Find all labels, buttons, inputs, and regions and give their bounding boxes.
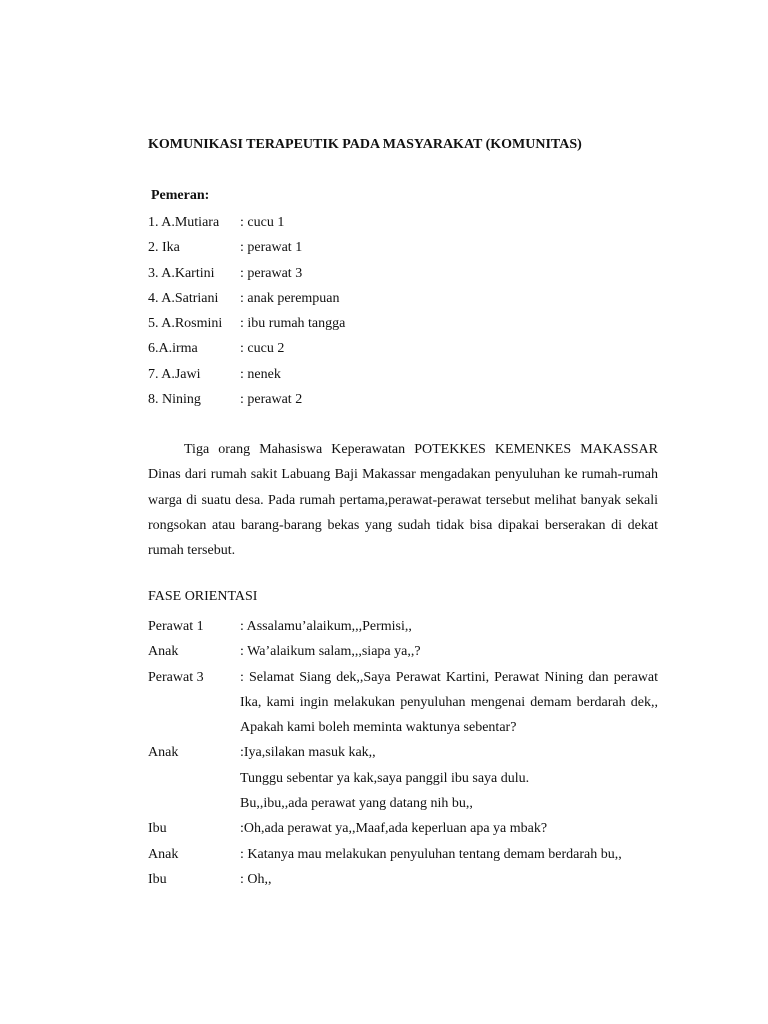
dialog-turn — [148, 639, 658, 664]
cast-item — [148, 264, 448, 289]
cast-item-role: : cucu 1 — [240, 215, 285, 230]
cast-list — [148, 213, 448, 415]
dialog-turn — [148, 665, 658, 741]
cast-item — [148, 289, 448, 314]
dialog-speech — [240, 842, 658, 867]
dialog-turn — [148, 614, 658, 639]
dialog-turn — [148, 816, 658, 841]
dialog-line: :Iya,silakan masuk kak,, — [240, 745, 376, 761]
dialog-speech — [240, 665, 658, 741]
cast-item-name: 1. A.Mutiara — [148, 215, 220, 230]
dialog-line: :Oh,ada perawat ya,,Maaf,ada keperluan apa ya mbak? — [240, 821, 548, 837]
cast-item-name: 7. A.Jawi — [148, 366, 201, 382]
dialog-line: Bu,,ibu,,ada perawat yang datang nih bu,, — [240, 796, 473, 812]
dialog-speaker: Anak — [148, 846, 179, 862]
cast-item-role: : anak perempuan — [240, 290, 340, 306]
dialog-line: : Katanya mau melakukan penyuluhan tentang demam berdarah bu,, — [240, 846, 622, 862]
dialog-line: : Oh,, — [240, 871, 272, 887]
cast-item — [148, 238, 448, 263]
cast-item — [148, 213, 448, 238]
cast-heading: Pemeran: — [151, 188, 210, 203]
cast-item-role: : perawat 2 — [240, 392, 303, 408]
dialog-line: : Assalamu’alaikum,,,Permisi,, — [240, 619, 412, 634]
dialog-line: Tunggu sebentar ya kak,saya panggil ibu saya dulu. — [240, 770, 530, 786]
cast-item-name: 5. A.Rosmini — [148, 316, 223, 332]
cast-item-role: : nenek — [240, 366, 281, 382]
dialog-line: : Wa’alaikum salam,,,siapa ya,,? — [240, 644, 421, 660]
dialog-speaker: Perawat 3 — [148, 669, 204, 685]
cast-item-role: : ibu rumah tangga — [240, 316, 346, 332]
dialog-speaker: Ibu — [148, 821, 167, 837]
dialog-turn — [148, 842, 658, 867]
cast-item-name: 3. A.Kartini — [148, 265, 215, 281]
cast-item — [148, 390, 448, 415]
cast-item-name: 2. Ika — [148, 240, 180, 256]
dialog-turn — [148, 867, 658, 892]
dialog-speech — [240, 614, 658, 639]
document-title: KOMUNIKASI TERAPEUTIK PADA MASYARAKAT (KOMUNITAS) — [148, 137, 582, 152]
dialog-speech — [240, 639, 658, 664]
dialog-speaker: Perawat 1 — [148, 619, 204, 634]
phase-heading: FASE ORIENTASI — [148, 589, 258, 604]
cast-item-role: : perawat 1 — [240, 240, 303, 256]
cast-item — [148, 339, 448, 364]
dialog-speaker: Anak — [148, 644, 179, 660]
dialog-speaker: Ibu — [148, 871, 167, 887]
cast-item-name: 6.A.irma — [148, 341, 198, 357]
dialog-speech — [240, 816, 658, 841]
narration-paragraph: Tiga orang Mahasiswa Keperawatan POTEKKES KEMENKES MAKASSAR Dinas dari rumah sakit Labuang Baji Makassar mengadakan penyuluhan ke rumah-rumah warga di suatu desa. Pada rumah pertama,perawat-perawat tersebut melihat banyak sekali rongsokan atau barang-barang bekas yang sudah tidak bisa dipakai berserakan di dekat rumah tersebut. — [148, 442, 658, 559]
cast-item-role: : perawat 3 — [240, 265, 303, 281]
dialog-speech — [240, 740, 658, 816]
cast-item-name: 4. A.Satriani — [148, 290, 219, 306]
dialog-speaker: Anak — [148, 745, 179, 761]
dialog — [148, 614, 658, 892]
cast-item — [148, 314, 448, 339]
dialog-line: : Selamat Siang dek,,Saya Perawat Kartini, Perawat Nining dan perawat Ika, kami ingin melakukan penyuluhan mengenai demam berdarah dek,, Apakah kami boleh meminta waktunya sebentar? — [240, 669, 658, 736]
cast-item-name: 8. Nining — [148, 392, 201, 408]
cast-item-role: : cucu 2 — [240, 341, 285, 357]
dialog-speech — [240, 867, 658, 892]
dialog-turn — [148, 740, 658, 816]
cast-item — [148, 365, 448, 390]
